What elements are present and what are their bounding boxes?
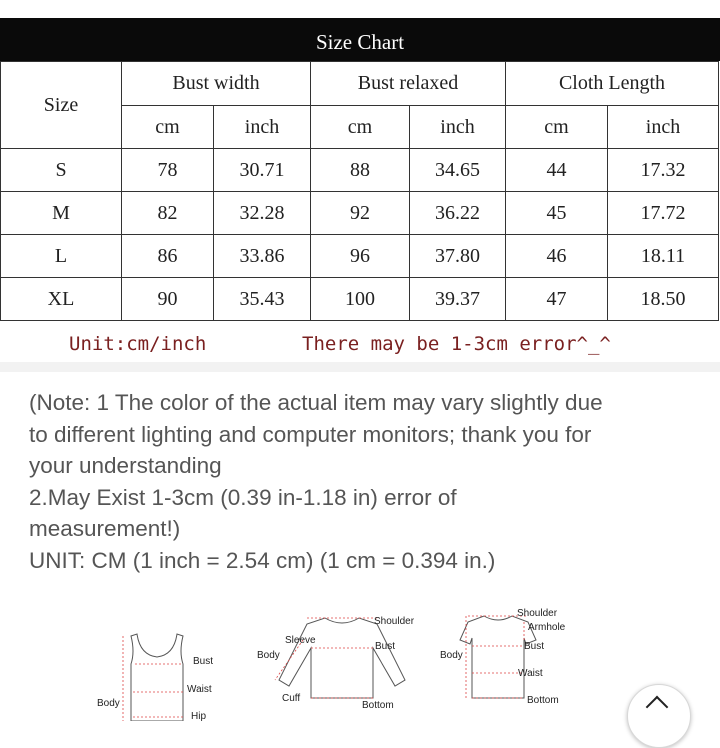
body-label: Body bbox=[257, 650, 280, 661]
value-cell: 90 bbox=[122, 278, 214, 321]
value-cell: 100 bbox=[311, 278, 410, 321]
value-cell: 82 bbox=[122, 192, 214, 235]
value-cell: 18.50 bbox=[608, 278, 719, 321]
error-note: There may be 1-3cm error^_^ bbox=[302, 333, 611, 355]
scroll-to-top-button[interactable] bbox=[627, 684, 691, 748]
waist-label: Waist bbox=[518, 668, 543, 679]
bottom-label: Bottom bbox=[362, 700, 394, 711]
size-cell: S bbox=[1, 149, 122, 192]
value-cell: 33.86 bbox=[214, 235, 311, 278]
value-cell: 36.22 bbox=[410, 192, 506, 235]
bust-label: Bust bbox=[524, 641, 545, 652]
table-row bbox=[1, 278, 719, 321]
unit-header: inch bbox=[410, 106, 506, 149]
unit-header: cm bbox=[122, 106, 214, 149]
section-divider bbox=[0, 362, 720, 372]
tshirt-diagram bbox=[440, 600, 600, 721]
value-cell: 96 bbox=[311, 235, 410, 278]
note-line: to different lighting and computer monitors; thank you for bbox=[29, 421, 592, 447]
value-cell: 34.65 bbox=[410, 149, 506, 192]
size-chart-table bbox=[0, 61, 719, 321]
shoulder-label: Shoulder bbox=[517, 608, 558, 619]
note-line: your understanding bbox=[29, 453, 222, 478]
cuff-label: Cuff bbox=[282, 693, 301, 704]
bottom-label: Bottom bbox=[527, 695, 559, 706]
value-cell: 92 bbox=[311, 192, 410, 235]
value-cell: 47 bbox=[506, 278, 608, 321]
unit-note: Unit:cm/inch bbox=[69, 333, 207, 355]
hip-label: Hip bbox=[191, 711, 207, 721]
value-cell: 17.72 bbox=[608, 192, 719, 235]
shoulder-label: Shoulder bbox=[374, 616, 415, 627]
bust-width-header: Bust width bbox=[122, 62, 311, 106]
value-cell: 78 bbox=[122, 149, 214, 192]
note-line: 2.May Exist 1-3cm (0.39 in-1.18 in) error of bbox=[29, 484, 457, 510]
table-row bbox=[1, 149, 719, 192]
unit-header: inch bbox=[608, 106, 719, 149]
note-line: UNIT: CM (1 inch = 2.54 cm) (1 cm = 0.394 in.) bbox=[29, 547, 496, 573]
bust-label: Bust bbox=[193, 656, 214, 667]
size-cell: XL bbox=[1, 278, 122, 321]
table-row bbox=[1, 235, 719, 278]
value-cell: 30.71 bbox=[214, 149, 311, 192]
size-column-header: Size bbox=[1, 62, 122, 149]
note-line: measurement!) bbox=[29, 516, 181, 541]
bust-relaxed-header: Bust relaxed bbox=[311, 62, 506, 106]
value-cell: 17.32 bbox=[608, 149, 719, 192]
product-note bbox=[29, 387, 709, 576]
value-cell: 46 bbox=[506, 235, 608, 278]
value-cell: 32.28 bbox=[214, 192, 311, 235]
value-cell: 45 bbox=[506, 192, 608, 235]
sleeve-label: Sleeve bbox=[285, 635, 316, 646]
unit-header: inch bbox=[214, 106, 311, 149]
size-cell: L bbox=[1, 235, 122, 278]
armhole-label: Armhole bbox=[528, 622, 566, 633]
cloth-length-header: Cloth Length bbox=[506, 62, 719, 106]
bust-label: Bust bbox=[375, 641, 396, 652]
note-line: (Note: 1 The color of the actual item may vary slightly due bbox=[29, 390, 603, 415]
long-sleeve-diagram bbox=[255, 600, 430, 721]
tank-top-diagram bbox=[95, 600, 245, 721]
value-cell: 35.43 bbox=[214, 278, 311, 321]
table-row bbox=[1, 192, 719, 235]
value-cell: 44 bbox=[506, 149, 608, 192]
body-label: Body bbox=[440, 650, 463, 661]
body-label: Body bbox=[97, 698, 120, 709]
value-cell: 88 bbox=[311, 149, 410, 192]
size-chart-title: Size Chart bbox=[0, 18, 720, 61]
unit-header: cm bbox=[506, 106, 608, 149]
value-cell: 39.37 bbox=[410, 278, 506, 321]
chevron-up-icon bbox=[646, 696, 669, 719]
value-cell: 86 bbox=[122, 235, 214, 278]
unit-header: cm bbox=[311, 106, 410, 149]
size-cell: M bbox=[1, 192, 122, 235]
value-cell: 37.80 bbox=[410, 235, 506, 278]
waist-label: Waist bbox=[187, 684, 212, 695]
value-cell: 18.11 bbox=[608, 235, 719, 278]
